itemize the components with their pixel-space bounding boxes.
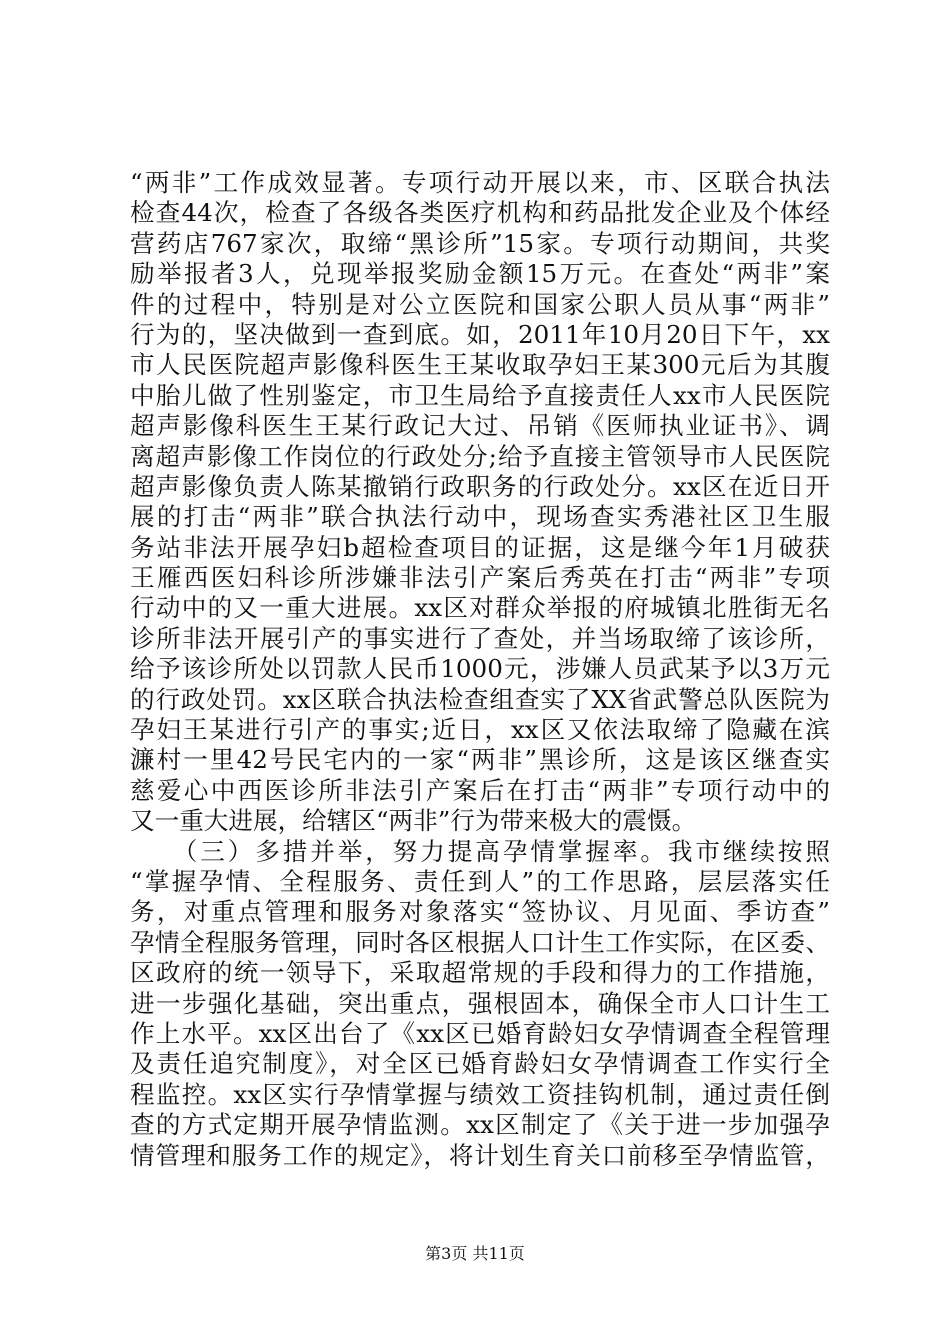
- text-line-12: 展的打击“两非”联合执法行动中，现场查实秀港社区卫生服: [130, 502, 830, 532]
- text-line-15: 行动中的又一重大进展。xx区对群众举报的府城镇北胜街无名: [130, 593, 830, 623]
- text-line-2: 检查44次，检查了各级各类医疗机构和药品批发企业及个体经: [130, 198, 830, 228]
- text-line-17: 给予该诊所处以罚款人民币1000元，涉嫌人员武某予以3万元: [130, 654, 830, 684]
- text-line-14: 王雁西医妇科诊所涉嫌非法引产案后秀英在打击“两非”专项: [130, 563, 830, 593]
- text-line-10: 离超声影像工作岗位的行政处分;给予直接主管领导市人民医院: [130, 441, 830, 471]
- text-line-4: 励举报者3人，兑现举报奖励金额15万元。在查处“两非”案: [130, 259, 830, 289]
- text-line-30: 及责任追究制度》，对全区已婚育龄妇女孕情调查工作实行全: [130, 1049, 830, 1079]
- text-line-5: 件的过程中，特别是对公立医院和国家公职人员从事“两非”: [130, 289, 830, 319]
- text-line-26: 孕情全程服务管理，同时各区根据人口计生工作实际，在区委、: [130, 927, 830, 957]
- text-line-33: 情管理和服务工作的规定》，将计划生育关口前移至孕情监管，: [130, 1140, 830, 1170]
- text-line-25: 务，对重点管理和服务对象落实“签协议、月见面、季访查”: [130, 897, 830, 927]
- page-number-footer: 第3页 共11页: [425, 1244, 525, 1263]
- text-line-31: 程监控。xx区实行孕情掌握与绩效工资挂钩机制，通过责任倒: [130, 1079, 830, 1109]
- text-line-27: 区政府的统一领导下，采取超常规的手段和得力的工作措施，: [130, 958, 830, 988]
- text-line-6: 行为的，坚决做到一查到底。如，2011年10月20日下午，xx: [130, 319, 830, 349]
- text-line-22: 又一重大进展，给辖区“两非”行为带来极大的震慑。: [130, 806, 697, 836]
- text-line-3: 营药店767家次，取缔“黑诊所”15家。专项行动期间，共奖: [130, 228, 830, 258]
- text-line-20: 濂村一里42号民宅内的一家“两非”黑诊所，这是该区继查实: [130, 745, 830, 775]
- text-line-18: 的行政处罚。xx区联合执法检查组查实了XX省武警总队医院为: [130, 684, 830, 714]
- text-line-23: （三）多措并举，努力提高孕情掌握率。我市继续按照: [130, 836, 830, 866]
- text-line-21: 慈爱心中西医诊所非法引产案后在打击“两非”专项行动中的: [130, 775, 830, 805]
- text-line-11: 超声影像负责人陈某撤销行政职务的行政处分。xx区在近日开: [130, 471, 830, 501]
- text-line-9: 超声影像科医生王某行政记大过、吊销《医师执业证书》、调: [130, 411, 830, 441]
- text-line-7: 市人民医院超声影像科医生王某收取孕妇王某300元后为其腹: [130, 350, 830, 380]
- text-line-24: “掌握孕情、全程服务、责任到人”的工作思路，层层落实任: [130, 866, 830, 896]
- text-line-13: 务站非法开展孕妇b超检查项目的证据，这是继今年1月破获: [130, 532, 830, 562]
- text-line-19: 孕妇王某进行引产的事实;近日，xx区又依法取缔了隐藏在滨: [130, 715, 830, 745]
- text-line-1: “两非”工作成效显著。专项行动开展以来，市、区联合执法: [130, 168, 830, 197]
- text-line-8: 中胎儿做了性别鉴定，市卫生局给予直接责任人xx市人民医院: [130, 380, 830, 410]
- text-line-28: 进一步强化基础，突出重点，强根固本，确保全市人口计生工: [130, 988, 830, 1018]
- text-line-32: 查的方式定期开展孕情监测。xx区制定了《关于进一步加强孕: [130, 1110, 830, 1140]
- text-line-29: 作上水平。xx区出台了《xx区已婚育龄妇女孕情调查全程管理: [130, 1018, 830, 1048]
- text-line-16: 诊所非法开展引产的事实进行了查处，并当场取缔了该诊所，: [130, 623, 830, 653]
- document-body: [130, 168, 830, 1171]
